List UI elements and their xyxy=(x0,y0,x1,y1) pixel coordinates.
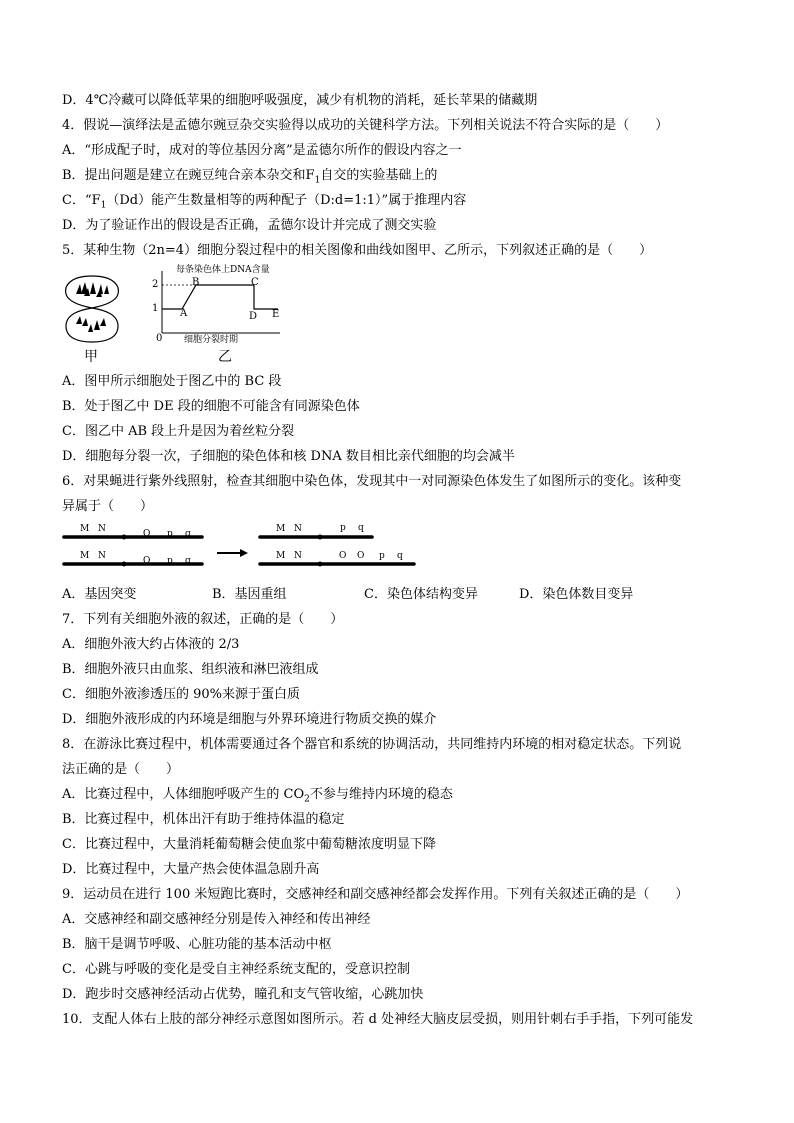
q4c-text-1: C．“F xyxy=(62,193,101,208)
figure5-point-b: B xyxy=(192,277,200,288)
q4b-subscript: 1 xyxy=(314,175,321,186)
q8a-text-1: A．比赛过程中，人体细胞呼吸产生的 CO xyxy=(62,787,305,802)
fig6-lb-q: q xyxy=(185,556,191,566)
q6-stem-line-1: 6．对果蝇进行紫外线照射，检查其细胞中染色体，发现其中一对同源染色体发生了如图所示的变化。该种变 xyxy=(62,474,682,489)
figure5-origin: 0 xyxy=(156,333,163,344)
figure5-point-a: A xyxy=(180,308,188,319)
q8-stem-line-2: 法正确的是（ ） xyxy=(62,762,180,777)
fig6-lb-o: O xyxy=(143,556,151,566)
q6-option-b: B．基因重组 xyxy=(212,587,287,602)
fig6-rb-n: N xyxy=(294,551,302,561)
figure6-chromosome-diagram xyxy=(62,524,422,576)
fig6-rt-n: N xyxy=(294,524,302,534)
q5-option-b: B．处于图乙中 DE 段的细胞不可能含有同源染色体 xyxy=(62,399,360,414)
q4c-text-2: （Dd）能产生数量相等的两种配子（D:d=1:1）”属于推理内容 xyxy=(106,193,467,208)
fig6-rb-p: p xyxy=(379,551,385,561)
q10-stem: 10．支配人体右上肢的部分神经示意图如图所示。若 d 处神经大脑皮层受损，则用针刺右手手指，下列可能发 xyxy=(62,1012,694,1027)
q4c-subscript: 1 xyxy=(100,200,107,211)
figure5-label-yi: 乙 xyxy=(218,349,232,365)
fig6-rt-p: p xyxy=(340,523,346,533)
fig6-lb-m: M xyxy=(80,551,90,561)
q4b-text-1: B．提出问题是建立在豌豆纯合亲本杂交和F xyxy=(62,168,315,183)
q7-option-d: D．细胞外液形成的内环境是细胞与外界环境进行物质交换的媒介 xyxy=(62,712,437,727)
q8-option-b: B．比赛过程中，机体出汗有助于维持体温的稳定 xyxy=(62,812,345,827)
fig6-rb-q: q xyxy=(397,551,403,561)
q9-option-d: D．跑步时交感神经活动占优势，瞳孔和支气管收缩，心跳加快 xyxy=(62,987,424,1002)
q5-option-c: C．图乙中 AB 段上升是因为着丝粒分裂 xyxy=(62,424,295,439)
figure5-x-axis-title: 细胞分裂时期 xyxy=(184,335,239,345)
q8-option-a xyxy=(62,787,453,803)
q7-option-a: A．细胞外液大约占体液的 2/3 xyxy=(62,637,240,652)
q8-stem-line-1: 8．在游泳比赛过程中，机体需要通过各个器官和系统的协调活动，共同维持内环境的相对稳定状态。下列说 xyxy=(62,737,682,752)
fig6-rb-o2: O xyxy=(357,551,365,561)
q5-option-d: D．细胞每分裂一次，子细胞的染色体和核 DNA 数目相比亲代细胞的均会减半 xyxy=(62,449,515,464)
fig6-rb-m: M xyxy=(276,551,286,561)
fig6-rt-q: q xyxy=(358,523,364,533)
q8a-subscript: 2 xyxy=(304,794,310,805)
q7-stem: 7．下列有关细胞外液的叙述，正确的是（ ） xyxy=(62,612,344,627)
figure5-label-jia: 甲 xyxy=(84,349,98,365)
fig6-lt-o: O xyxy=(143,529,151,539)
fig6-lt-p: p xyxy=(167,529,173,539)
q6-stem-line-2: 异属于（ ） xyxy=(62,499,154,514)
q4-option-c xyxy=(62,193,466,209)
q5-option-a: A．图甲所示细胞处于图乙中的 BC 段 xyxy=(62,374,282,389)
fig6-lt-m: M xyxy=(80,524,90,534)
q4-option-d: D．为了验证作出的假设是否正确，孟德尔设计并完成了测交实验 xyxy=(62,218,437,233)
q4b-text-2: 自交的实验基础上的 xyxy=(320,168,438,183)
figure5-point-d: D xyxy=(249,311,258,322)
q4-option-a: A．“形成配子时，成对的等位基因分离”是孟德尔所作的假设内容之一 xyxy=(62,143,462,158)
q8a-text-2: 不参与维持内环境的稳态 xyxy=(309,787,453,802)
figure5-point-e: E xyxy=(272,309,280,320)
fig6-rt-m: M xyxy=(276,524,286,534)
q9-option-a: A．交感神经和副交感神经分别是传入神经和传出神经 xyxy=(62,912,371,927)
q6-option-d: D．染色体数目变异 xyxy=(519,587,634,602)
q9-option-c: C．心跳与呼吸的变化是受自主神经系统支配的，受意识控制 xyxy=(62,962,410,977)
q5-stem: 5．某种生物（2n=4）细胞分裂过程中的相关图像和曲线如图甲、乙所示，下列叙述正确的是（ ） xyxy=(62,243,653,258)
q4-option-b xyxy=(62,168,437,184)
figure5-cell-jia xyxy=(62,272,122,346)
fig6-lb-p: p xyxy=(167,556,173,566)
q6-option-a: A．基因突变 xyxy=(62,587,137,602)
figure5-y-axis-title: 每条染色体上DNA含量 xyxy=(176,265,270,275)
q7-option-b: B．细胞外液只由血浆、组织液和淋巴液组成 xyxy=(62,662,319,677)
figure5-point-c: C xyxy=(251,277,259,288)
fig6-rb-o1: O xyxy=(339,551,347,561)
figure5-tick-1: 1 xyxy=(152,303,159,314)
q4-stem: 4．假说—演绎法是孟德尔豌豆杂交实验得以成功的关键科学方法。下列相关说法不符合实际的是（ ） xyxy=(62,118,669,133)
fig6-lb-n: N xyxy=(98,551,106,561)
fig6-lt-n: N xyxy=(98,524,106,534)
q8-option-c: C．比赛过程中，大量消耗葡萄糖会使血浆中葡萄糖浓度明显下降 xyxy=(62,837,436,852)
q3-option-d: D．4℃冷藏可以降低苹果的细胞呼吸强度，减少有机物的消耗，延长苹果的储藏期 xyxy=(62,93,538,108)
q8-option-d: D．比赛过程中，大量产热会使体温急剧升高 xyxy=(62,862,320,877)
q6-option-c: C．染色体结构变异 xyxy=(364,587,478,602)
q9-option-b: B．脑干是调节呼吸、心脏功能的基本活动中枢 xyxy=(62,937,332,952)
figure5-tick-2: 2 xyxy=(152,279,159,290)
fig6-lt-q: q xyxy=(185,529,191,539)
q9-stem: 9．运动员在进行 100 米短跑比赛时，交感神经和副交感神经都会发挥作用。下列有关叙述正确的是（ ） xyxy=(62,887,689,902)
q7-option-c: C．细胞外液渗透压的 90%来源于蛋白质 xyxy=(62,687,300,702)
